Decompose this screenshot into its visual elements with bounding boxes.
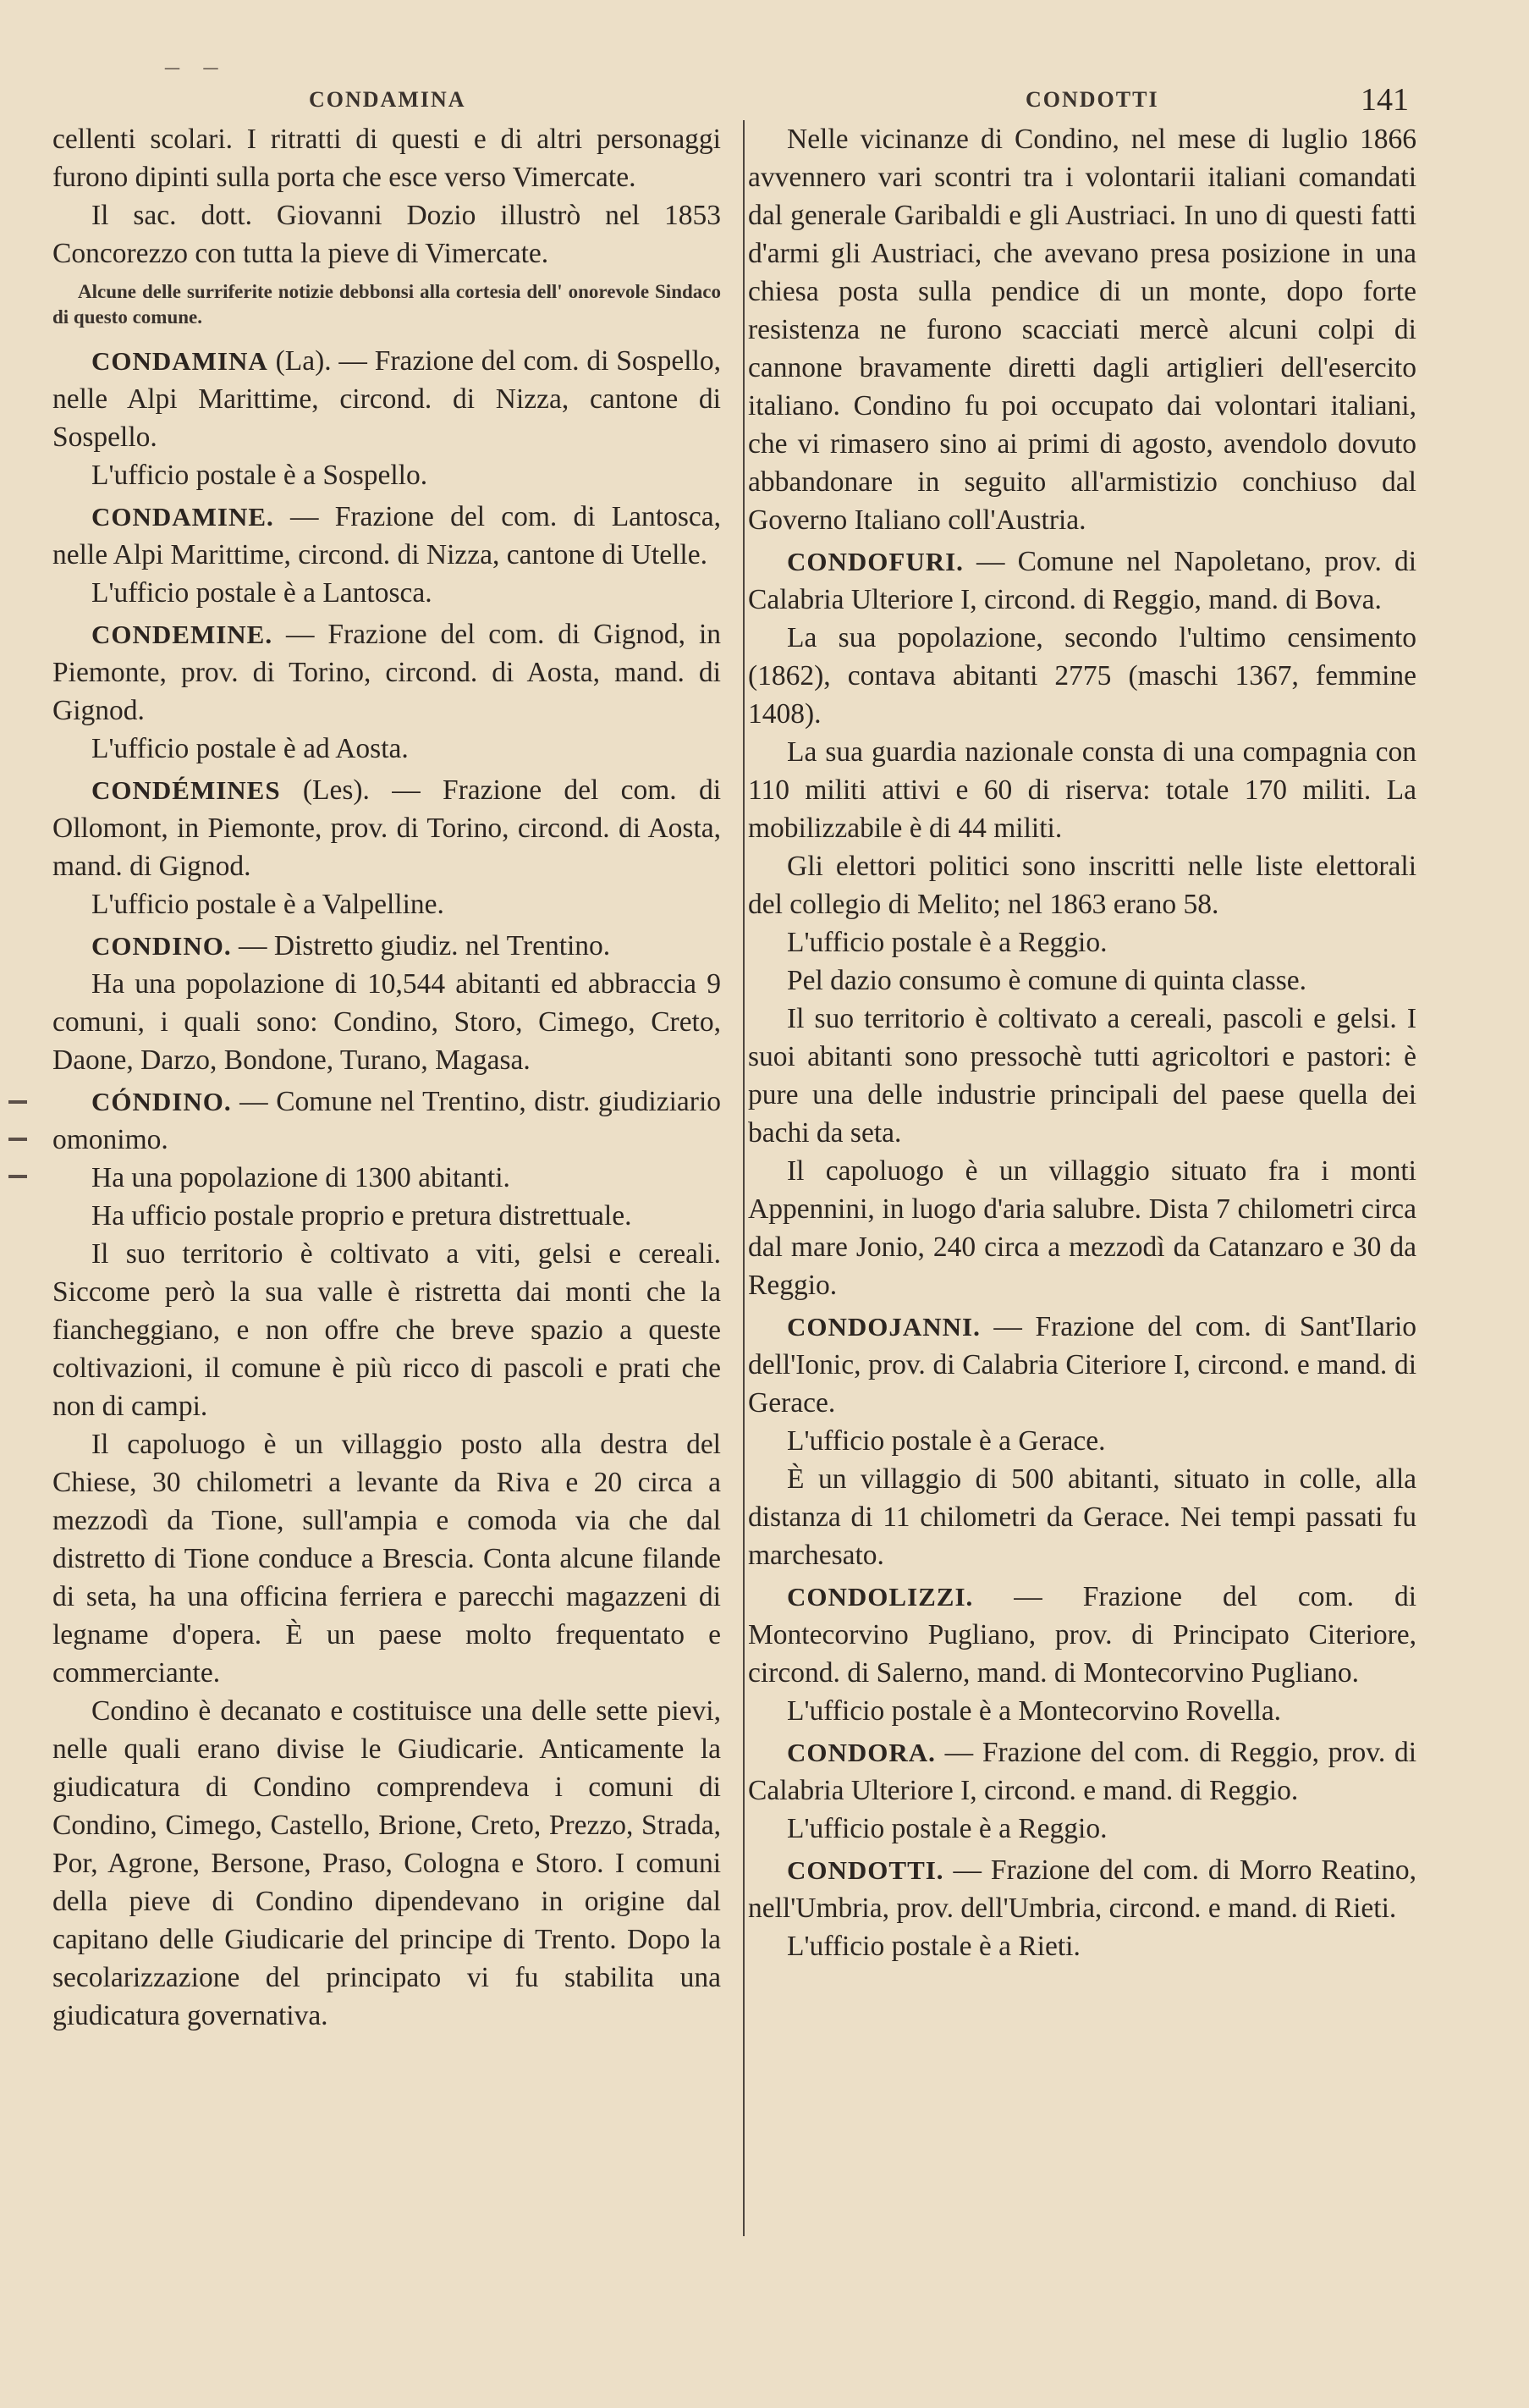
page-number: 141 — [1361, 82, 1409, 118]
paragraph: L'ufficio postale è a Sospello. — [91, 460, 428, 491]
paragraph: Il capoluogo è un villaggio posto alla destra del Chiese, 30 chilometri a levante da Riva e 20 circa a mezzodì da Tione, sull'ampia e comoda via che dal distretto di Tione conduce a Brescia. Conta alcune filande di seta, ha una officina ferriera e parecchi magazzeni di legname d'opera. È un paese molto frequentato e commerciante. — [52, 1429, 721, 1689]
column-divider — [743, 120, 745, 2236]
entry-text: — Frazione del com. di Morro Reatino, nell'Umbria, prov. dell'Umbria, circond. e mand. di Rieti. — [748, 1854, 1417, 1924]
left-column — [52, 120, 721, 2035]
paragraph: L'ufficio postale è ad Aosta. — [91, 733, 409, 764]
paragraph: L'ufficio postale è a Rieti. — [787, 1931, 1081, 1962]
headword: CONDAMINA — [91, 346, 268, 376]
entry-condojanni — [748, 1308, 1416, 1422]
headword: CONDINO. — [91, 931, 232, 961]
headword: CONDOTTI. — [787, 1855, 944, 1885]
entry-text: (Les). — Frazione del com. di Ollomont, in Piemonte, prov. di Torino, circond. di Aosta, mand. di Gignod. — [52, 774, 722, 882]
headword: CONDOLIZZI. — [787, 1582, 974, 1612]
paragraph: Ha una popolazione di 10,544 abitanti ed abbraccia 9 comuni, i quali sono: Condino, Storo, Cimego, Creto, Daone, Darzo, Bondone, Turano, Magasa. — [52, 968, 721, 1076]
entry-condolizzi — [748, 1578, 1416, 1692]
entry-condofuri — [748, 543, 1416, 619]
paragraph: La sua guardia nazionale consta di una compagnia con 110 militi attivi e 60 di riserva: totale 170 militi. La mobilizzabile è di 44 militi. — [748, 736, 1416, 844]
entry-text: — Frazione del com. di Gignod, in Piemonte, prov. di Torino, circond. di Aosta, mand. di Gignod. — [52, 619, 721, 726]
entry-condamina — [52, 342, 721, 456]
entry-condotti — [748, 1851, 1416, 1927]
headword: CONDOJANNI. — [787, 1312, 981, 1342]
headword: CONDEMINE. — [91, 620, 273, 649]
paragraph: Condino è decanato e costituisce una delle sette pievi, nelle quali erano divise le Giudicarie. Anticamente la giudicatura di Condino comprendeva i comuni di Condino, Cimego, Castello, Brione, Creto, Prezzo, Strada, Por, Agrone, Bersone, Praso, Cologna e Storo. I comuni della pieve di Condino dipendevano in origine dal capitano delle Giudicarie del principe di Trento. Dopo la secolarizzazione del principato vi fu stabilita una giudicatura governativa. — [52, 1695, 721, 2031]
entry-text: (La). — Frazione del com. di Sospello, nelle Alpi Marittime, circond. di Nizza, cantone di Sospello. — [52, 345, 722, 453]
right-running-head: CONDOTTI — [1026, 87, 1159, 112]
paragraph: Il suo territorio è coltivato a viti, gelsi e cereali. Siccome però la sua valle è ristretta dai monti che la fiancheggiano, e non offre che breve spazio a queste coltivazioni, il comune è più ricco di pascoli e prati che non di campi. — [52, 1238, 721, 1422]
entry-text: — Frazione del com. di Montecorvino Pugliano, prov. di Principato Citeriore, circond. di Salerno, mand. di Montecorvino Pugliano. — [748, 1581, 1416, 1689]
paragraph: Il capoluogo è un villaggio situato fra i monti Appennini, in luogo d'aria salubre. Dista 7 chilometri circa dal mare Jonio, 240 circa a mezzodì da Catanzaro e 30 da Reggio. — [748, 1155, 1416, 1301]
right-column — [748, 120, 1416, 1965]
entry-text: — Frazione del com. di Lantosca, nelle Alpi Marittime, circond. di Nizza, cantone di Utelle. — [52, 501, 722, 570]
entry-text: — Comune nel Trentino, distr. giudiziario omonimo. — [52, 1086, 722, 1155]
paragraph: È un villaggio di 500 abitanti, situato in colle, alla distanza di 11 chilometri da Gerace. Nei tempi passati fu marchesato. — [748, 1463, 1416, 1571]
paragraph: Gli elettori politici sono inscritti nelle liste elettorali del collegio di Melito; nel 1863 erano 58. — [748, 851, 1416, 920]
paragraph: L'ufficio postale è a Gerace. — [787, 1425, 1106, 1457]
paragraph: Nelle vicinanze di Condino, nel mese di luglio 1866 avvennero vari scontri tra i volontarii italiani comandati dal generale Garibaldi e gli Austriaci. In uno di questi fatti d'armi gli Austriaci, che avevano presa posizione in una chiesa posta sulla pendice di un monte, dopo forte resistenza ne furono scacciati mercè alcuni colpi di cannone bravamente diretti dagli artiglieri dell'esercito italiano. Condino fu poi occupato dai volontari italiani, che vi rimasero sino ai primi di agosto, avendolo dovuto abbandonare in seguito all'armistizio conchiuso dal Governo Italiano coll'Austria. — [748, 124, 1416, 536]
left-running-head: CONDAMINA — [309, 87, 466, 112]
paragraph: L'ufficio postale è a Valpelline. — [91, 889, 444, 920]
entry-text: — Frazione del com. di Sant'Ilario dell'Ionic, prov. di Calabria Citeriore I, circond. e mand. di Gerace. — [748, 1311, 1417, 1419]
entry-condora — [748, 1733, 1416, 1810]
headword: CONDORA. — [787, 1738, 936, 1767]
entry-condamine — [52, 498, 721, 574]
paragraph: Il suo territorio è coltivato a cereali, pascoli e gelsi. I suoi abitanti sono pressochè tutti agricoltori e pastori: è pure una delle industrie principali del paese quella dei bachi da seta. — [748, 1003, 1416, 1149]
corner-dash-mark: ‒ ‒ — [165, 51, 227, 82]
paragraph: Pel dazio consumo è comune di quinta classe. — [787, 965, 1307, 996]
entry-condemines — [52, 771, 721, 885]
headword: CONDOFURI. — [787, 547, 964, 576]
entry-text: — Frazione del com. di Reggio, prov. di Calabria Ulteriore I, circond. e mand. di Reggio. — [748, 1737, 1417, 1806]
paragraph: cellenti scolari. I ritratti di questi e di altri personaggi furono dipinti sulla porta che esce verso Vimercate. — [52, 124, 721, 193]
paragraph: Ha una popolazione di 1300 abitanti. — [91, 1162, 510, 1193]
paragraph: L'ufficio postale è a Lantosca. — [91, 577, 432, 609]
paragraph: Ha ufficio postale proprio e pretura distrettuale. — [91, 1200, 632, 1232]
entry-condemine — [52, 615, 721, 730]
footnote: Alcune delle surriferite notizie debbonsi alla cortesia dell' onorevole Sindaco di questo comune. — [52, 281, 721, 328]
paragraph: L'ufficio postale è a Montecorvino Rovella. — [787, 1695, 1282, 1727]
paragraph: L'ufficio postale è a Reggio. — [787, 927, 1108, 958]
paragraph: L'ufficio postale è a Reggio. — [787, 1813, 1108, 1844]
entry-condino-district — [52, 927, 721, 965]
headword: CONDAMINE. — [91, 502, 274, 532]
paragraph: La sua popolazione, secondo l'ultimo censimento (1862), contava abitanti 2775 (maschi 1367, femmine 1408). — [748, 622, 1416, 730]
entry-text: — Comune nel Napoletano, prov. di Calabria Ulteriore I, circond. di Reggio, mand. di Bova. — [748, 546, 1417, 615]
headword: CONDÉMINES — [91, 775, 281, 805]
paragraph: Il sac. dott. Giovanni Dozio illustrò nel 1853 Concorezzo con tutta la pieve di Vimercate. — [52, 200, 721, 269]
margin-marks — [8, 1100, 34, 1212]
entry-text: — Distretto giudiz. nel Trentino. — [238, 930, 611, 962]
headword: CÓNDINO. — [91, 1087, 232, 1116]
entry-condino-comune — [52, 1083, 721, 1159]
